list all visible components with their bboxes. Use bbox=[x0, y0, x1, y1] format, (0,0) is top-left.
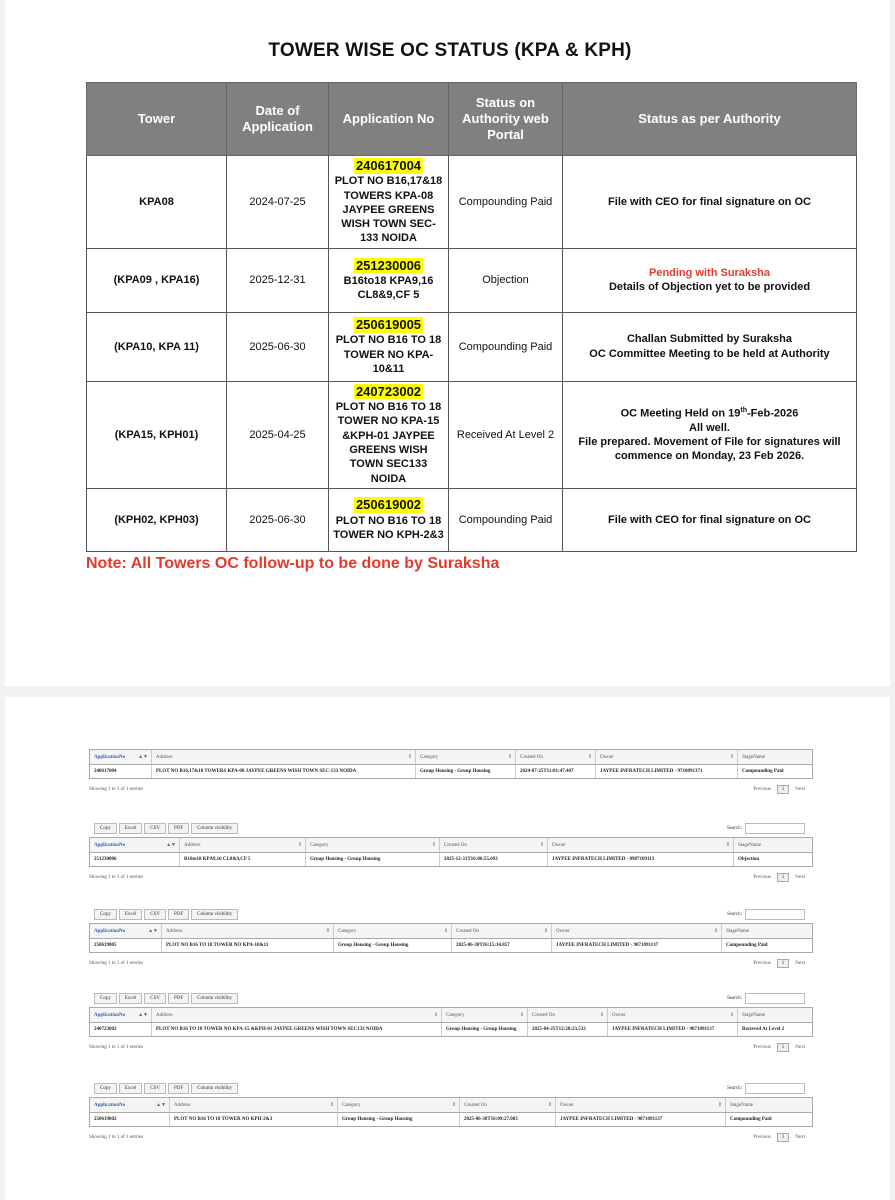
page-button[interactable]: 1 bbox=[777, 1133, 790, 1142]
column-created-on[interactable]: Created On ⇕ bbox=[528, 1008, 608, 1022]
table-header-row bbox=[90, 1098, 812, 1113]
next-page-button[interactable]: Next bbox=[795, 960, 805, 966]
column-address[interactable]: Address ⇕ bbox=[152, 750, 416, 764]
sort-icon: ⇕ bbox=[717, 1103, 722, 1108]
portal-result-table bbox=[89, 1007, 813, 1037]
portal-status-cell: Compounding Paid bbox=[449, 312, 563, 381]
column-category[interactable]: Category ⇕ bbox=[338, 1098, 460, 1112]
sort-icon: ⇕ bbox=[729, 755, 734, 760]
sort-icon: ⇕ bbox=[725, 843, 730, 848]
tower-cell: KPA08 bbox=[87, 156, 227, 249]
portal-status-cell: Compounding Paid bbox=[449, 156, 563, 249]
pagination bbox=[753, 959, 805, 968]
column-created-on[interactable]: Created On ⇕ bbox=[440, 838, 548, 852]
sort-icon: ▲▼ bbox=[166, 842, 176, 848]
sort-icon: ⇕ bbox=[451, 1103, 456, 1108]
sort-icon: ⇕ bbox=[599, 1013, 604, 1018]
search-label: Search: bbox=[727, 1086, 742, 1091]
sort-icon: ⇕ bbox=[729, 1013, 734, 1018]
sort-icon: ⇕ bbox=[519, 1013, 524, 1018]
column-visibility-button[interactable]: Column visibility bbox=[191, 909, 238, 920]
date-cell: 2025-06-30 bbox=[227, 312, 329, 381]
table-row bbox=[87, 156, 857, 249]
table-footer bbox=[89, 783, 813, 795]
search-input[interactable] bbox=[745, 909, 805, 920]
application-number: 240617004 bbox=[355, 158, 422, 173]
meeting-status-line: All well. bbox=[689, 421, 730, 434]
application-address: PLOT NO B16 TO 18 TOWER NO KPA-15 &KPH-01 JAYPEE GREENS WISH TOWN SEC133 NOIDA bbox=[335, 401, 442, 485]
column-created-on[interactable]: Created On ⇕ bbox=[460, 1098, 556, 1112]
header-tower: Tower bbox=[87, 83, 227, 156]
search-area bbox=[727, 823, 805, 834]
portal-status-cell: Compounding Paid bbox=[449, 488, 563, 551]
date-cell: 2025-06-30 bbox=[227, 488, 329, 551]
column-owner[interactable]: Owner ⇕ bbox=[596, 750, 738, 764]
column-created-on[interactable]: Created On ⇕ bbox=[452, 924, 552, 938]
export-toolbar bbox=[94, 909, 238, 920]
copy-button[interactable]: Copy bbox=[94, 823, 117, 834]
column-owner[interactable]: Owner ⇕ bbox=[556, 1098, 726, 1112]
meeting-held-line: OC Meeting Held on 19th-Feb-2026 bbox=[620, 406, 799, 420]
column-owner[interactable]: Owner ⇕ bbox=[552, 924, 722, 938]
tower-cell: (KPA15, KPH01) bbox=[87, 381, 227, 488]
column-address[interactable]: Address ⇕ bbox=[162, 924, 334, 938]
table-footer bbox=[89, 871, 813, 883]
application-address: B16to18 KPA9,16 CL8&9,CF 5 bbox=[343, 275, 434, 302]
table-row: 250619002 PLOT NO B16 TO 18 TOWER NO KPH-2&3 Group Housing - Group Housing 2025-06-30T16:09:27.003 JAYPEE INFRATECH LIMITED - 9871091137 Compounding Paid bbox=[90, 1113, 812, 1126]
csv-button[interactable]: CSV bbox=[144, 823, 166, 834]
table-footer bbox=[89, 1041, 813, 1053]
sort-icon: ⇕ bbox=[431, 843, 436, 848]
portal-result-table bbox=[89, 837, 813, 867]
application-number: 240723002 bbox=[355, 383, 422, 399]
table-footer bbox=[89, 1131, 813, 1143]
authority-status-line: Details of Objection yet to be provided bbox=[608, 281, 811, 294]
excel-button[interactable]: Excel bbox=[119, 993, 142, 1004]
date-cell: 2025-04-25 bbox=[227, 381, 329, 488]
table-header-row bbox=[90, 924, 812, 939]
page-button[interactable]: 1 bbox=[777, 785, 790, 794]
column-visibility-button[interactable]: Column visibility bbox=[191, 823, 238, 834]
previous-page-button[interactable]: Previous bbox=[753, 874, 771, 880]
next-page-button[interactable]: Next bbox=[795, 786, 805, 792]
column-category[interactable]: Category ⇕ bbox=[442, 1008, 528, 1022]
copy-button[interactable]: Copy bbox=[94, 1083, 117, 1094]
csv-button[interactable]: CSV bbox=[144, 1083, 166, 1094]
export-toolbar bbox=[94, 993, 238, 1004]
header-portal-status: Status on Authority web Portal bbox=[449, 83, 563, 156]
export-toolbar bbox=[94, 1083, 238, 1094]
table-header-row bbox=[90, 1008, 812, 1023]
application-cell bbox=[329, 312, 449, 381]
search-label: Search: bbox=[727, 912, 742, 917]
column-application-no[interactable]: ApplicationNo ▲▼ bbox=[90, 924, 162, 938]
search-label: Search: bbox=[727, 826, 742, 831]
pdf-button[interactable]: PDF bbox=[168, 993, 189, 1004]
portal-screenshots bbox=[5, 697, 890, 1200]
column-address[interactable]: Address ⇕ bbox=[152, 1008, 442, 1022]
portal-status-cell: Received At Level 2 bbox=[449, 381, 563, 488]
pagination bbox=[753, 873, 805, 882]
portal-result-table bbox=[89, 749, 813, 779]
column-address[interactable]: Address ⇕ bbox=[170, 1098, 338, 1112]
pagination bbox=[753, 1133, 805, 1142]
export-toolbar bbox=[94, 823, 238, 834]
sort-icon: ▲▼ bbox=[156, 1102, 166, 1108]
application-number: 250619002 bbox=[355, 497, 422, 513]
column-stage-name[interactable]: StageName bbox=[742, 754, 766, 760]
excel-button[interactable]: Excel bbox=[119, 823, 142, 834]
authority-status-cell bbox=[563, 248, 857, 312]
header-application-no: Application No bbox=[329, 83, 449, 156]
copy-button[interactable]: Copy bbox=[94, 993, 117, 1004]
sort-icon: ⇕ bbox=[507, 755, 512, 760]
entries-info: Showing 1 to 1 of 1 entries bbox=[89, 1044, 144, 1050]
portal-result-table bbox=[89, 923, 813, 953]
date-cell: 2024-07-25 bbox=[227, 156, 329, 249]
tower-cell: (KPA09 , KPA16) bbox=[87, 248, 227, 312]
report-title: TOWER WISE OC STATUS (KPA & KPH) bbox=[268, 40, 632, 61]
sort-icon: ⇕ bbox=[443, 929, 448, 934]
column-application-no[interactable]: ApplicationNo ▲▼ bbox=[90, 1008, 152, 1022]
search-input[interactable] bbox=[745, 1083, 805, 1094]
oc-status-table bbox=[86, 82, 857, 552]
authority-status-line: Challan Submitted by Suraksha bbox=[626, 333, 793, 346]
authority-status-cell bbox=[563, 312, 857, 381]
table-row: 240723002 PLOT NO B16 TO 18 TOWER NO KPA-15 &KPH-01 JAYPEE GREENS WISH TOWN SEC133 NOIDA Group Housing - Group Housing 2025-04-25T12:28:23.533 JAYPEE INFRATECH LIMITED - 9871091137 Recieved At Level 2 bbox=[90, 1023, 812, 1036]
column-application-no[interactable]: ApplicationNo ▲▼ bbox=[90, 838, 180, 852]
pdf-button[interactable]: PDF bbox=[168, 1083, 189, 1094]
excel-button[interactable]: Excel bbox=[119, 909, 142, 920]
column-category[interactable]: Category ⇕ bbox=[416, 750, 516, 764]
previous-page-button[interactable]: Previous bbox=[753, 1044, 771, 1050]
table-header-row bbox=[90, 838, 812, 853]
application-number: 251230006 bbox=[355, 257, 422, 273]
entries-info: Showing 1 to 1 of 1 entries bbox=[89, 960, 144, 966]
pending-status-text: Pending with Suraksha bbox=[648, 266, 771, 279]
sort-icon: ⇕ bbox=[543, 929, 548, 934]
sort-icon: ▲▼ bbox=[138, 1012, 148, 1018]
pagination bbox=[753, 785, 805, 794]
table-row bbox=[87, 381, 857, 488]
application-number: 250619005 bbox=[355, 317, 422, 333]
date-cell: 2025-12-31 bbox=[227, 248, 329, 312]
page-button[interactable]: 1 bbox=[777, 1043, 790, 1052]
sort-icon: ▲▼ bbox=[138, 754, 148, 760]
portal-status-cell: Objection bbox=[449, 248, 563, 312]
sort-icon: ⇕ bbox=[539, 843, 544, 848]
table-header-row bbox=[87, 83, 857, 156]
column-owner[interactable]: Owner ⇕ bbox=[548, 838, 734, 852]
sort-icon: ⇕ bbox=[325, 929, 330, 934]
search-area bbox=[727, 909, 805, 920]
column-stage-name[interactable]: StageName bbox=[730, 1102, 754, 1108]
pagination bbox=[753, 1043, 805, 1052]
sort-icon: ⇕ bbox=[297, 843, 302, 848]
table-row bbox=[87, 248, 857, 312]
authority-status-line: File with CEO for final signature on OC bbox=[608, 195, 811, 208]
search-input[interactable] bbox=[745, 993, 805, 1004]
application-cell bbox=[329, 156, 449, 249]
pdf-button[interactable]: PDF bbox=[168, 823, 189, 834]
application-cell bbox=[329, 248, 449, 312]
column-stage-name[interactable]: StageName bbox=[726, 928, 750, 934]
column-category[interactable]: Category ⇕ bbox=[334, 924, 452, 938]
table-row: 251230006 B16to18 KPA9,16 CL8&9,CF 5 Group Housing - Group Housing 2025-12-31T16:06:55.693 JAYPEE INFRATECH LIMITED - 0987109113 Objection bbox=[90, 853, 812, 866]
oc-status-report bbox=[5, 0, 890, 686]
page-button[interactable]: 1 bbox=[777, 873, 790, 882]
page-button[interactable]: 1 bbox=[777, 959, 790, 968]
column-stage-name[interactable]: StageName bbox=[738, 842, 762, 848]
table-row bbox=[87, 312, 857, 381]
application-address: PLOT NO B16 TO 18 TOWER NO KPA-10&11 bbox=[335, 334, 442, 376]
application-cell bbox=[329, 381, 449, 488]
header-date: Date of Application bbox=[227, 83, 329, 156]
sort-icon: ▲▼ bbox=[148, 928, 158, 934]
portal-result-table bbox=[89, 1097, 813, 1127]
column-visibility-button[interactable]: Column visibility bbox=[191, 993, 238, 1004]
previous-page-button[interactable]: Previous bbox=[753, 1134, 771, 1140]
authority-status-line: File with CEO for final signature on OC bbox=[608, 513, 811, 526]
file-movement-line: File prepared. Movement of File for signatures will commence on Monday, 23 Feb 2026. bbox=[578, 436, 841, 463]
column-stage-name[interactable]: StageName bbox=[742, 1012, 766, 1018]
pdf-button[interactable]: PDF bbox=[168, 909, 189, 920]
sort-icon: ⇕ bbox=[329, 1103, 334, 1108]
authority-status-line: OC Committee Meeting to be held at Authority bbox=[589, 347, 830, 360]
column-address[interactable]: Address ⇕ bbox=[180, 838, 306, 852]
application-address: PLOT NO B16 TO 18 TOWER NO KPH-2&3 bbox=[333, 514, 444, 541]
excel-button[interactable]: Excel bbox=[119, 1083, 142, 1094]
sort-icon: ⇕ bbox=[407, 755, 412, 760]
search-area bbox=[727, 993, 805, 1004]
search-label: Search: bbox=[727, 996, 742, 1001]
sort-icon: ⇕ bbox=[587, 755, 592, 760]
sort-icon: ⇕ bbox=[547, 1103, 552, 1108]
next-page-button[interactable]: Next bbox=[795, 1044, 805, 1050]
authority-status-cell bbox=[563, 488, 857, 551]
header-authority-status: Status as per Authority bbox=[563, 83, 857, 156]
entries-info: Showing 1 to 1 of 1 entries bbox=[89, 874, 144, 880]
column-visibility-button[interactable]: Column visibility bbox=[191, 1083, 238, 1094]
tower-cell: (KPA10, KPA 11) bbox=[87, 312, 227, 381]
column-application-no[interactable]: ApplicationNo ▲▼ bbox=[90, 1098, 170, 1112]
follow-up-note: Note: All Towers OC follow-up to be done by Suraksha bbox=[86, 555, 500, 572]
column-category[interactable]: Category ⇕ bbox=[306, 838, 440, 852]
column-owner[interactable]: Owner ⇕ bbox=[608, 1008, 738, 1022]
sort-icon: ⇕ bbox=[433, 1013, 438, 1018]
authority-status-cell bbox=[563, 156, 857, 249]
search-area bbox=[727, 1083, 805, 1094]
previous-page-button[interactable]: Previous bbox=[753, 786, 771, 792]
column-application-no[interactable]: ApplicationNo ▲▼ bbox=[90, 750, 152, 764]
authority-status-cell bbox=[563, 381, 857, 488]
search-input[interactable] bbox=[745, 823, 805, 834]
previous-page-button[interactable]: Previous bbox=[753, 960, 771, 966]
sort-icon: ⇕ bbox=[713, 929, 718, 934]
application-cell bbox=[329, 488, 449, 551]
table-row: 250619005 PLOT NO B16 TO 18 TOWER NO KPA-10&11 Group Housing - Group Housing 2025-06-30T16:15:34.857 JAYPEE INFRATECH LIMITED - 9871091137 Compounding Paid bbox=[90, 939, 812, 952]
entries-info: Showing 1 to 1 of 1 entries bbox=[89, 786, 144, 792]
csv-button[interactable]: CSV bbox=[144, 993, 166, 1004]
next-page-button[interactable]: Next bbox=[795, 874, 805, 880]
table-row: 240617004 PLOT NO B16,17&18 TOWERS KPA-08 JAYPEE GREENS WISH TOWN SEC-133 NOIDA Group Housing - Group Housing 2024-07-25T11:01:47.407 JAYPEE INFRATECH LIMITED - 9710091371 Compounding Paid bbox=[90, 765, 812, 778]
csv-button[interactable]: CSV bbox=[144, 909, 166, 920]
entries-info: Showing 1 to 1 of 1 entries bbox=[89, 1134, 144, 1140]
column-created-on[interactable]: Created On ⇕ bbox=[516, 750, 596, 764]
table-header-row bbox=[90, 750, 812, 765]
next-page-button[interactable]: Next bbox=[795, 1134, 805, 1140]
application-address: PLOT NO B16,17&18 TOWERS KPA-08 JAYPEE GREENS WISH TOWN SEC-133 NOIDA bbox=[334, 175, 443, 245]
tower-cell: (KPH02, KPH03) bbox=[87, 488, 227, 551]
table-row bbox=[87, 488, 857, 551]
copy-button[interactable]: Copy bbox=[94, 909, 117, 920]
table-footer bbox=[89, 957, 813, 969]
